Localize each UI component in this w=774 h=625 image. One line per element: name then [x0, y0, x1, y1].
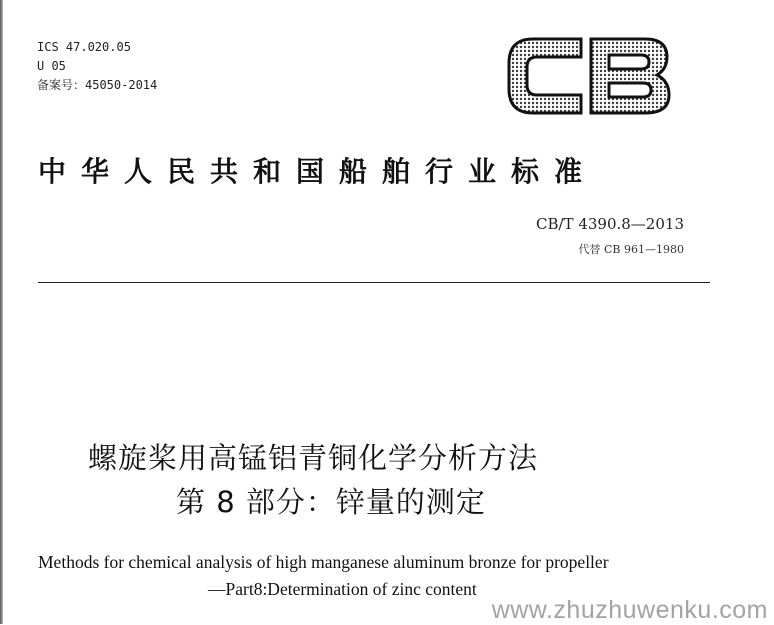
industry-standard-title: 中华人民共和国船舶行业标准 — [38, 155, 598, 188]
page-left-edge — [0, 0, 3, 624]
standard-number: CB/T 4390.8—2013 — [536, 215, 684, 233]
ccs-code: U 05 — [37, 59, 66, 73]
replaces-standard: 代替 CB 961—1980 — [578, 243, 684, 256]
english-title-line-2: —Part8:Determination of zinc content — [208, 579, 477, 599]
english-title-line-1: Methods for chemical analysis of high manganese aluminum bronze for propeller — [38, 552, 609, 572]
chinese-title-line-2: 第 8 部分：锌量的测定 — [176, 485, 486, 519]
header-divider — [38, 282, 710, 283]
ics-code: ICS 47.020.05 — [37, 40, 131, 54]
site-watermark: www.zhuzhuwenku.com — [491, 596, 768, 624]
filing-number: 备案号：45050-2014 — [37, 78, 158, 92]
classification-block — [37, 38, 157, 95]
chinese-title-line-1: 螺旋桨用高锰铝青铜化学分析方法 — [88, 441, 539, 475]
cb-logo — [503, 33, 673, 119]
